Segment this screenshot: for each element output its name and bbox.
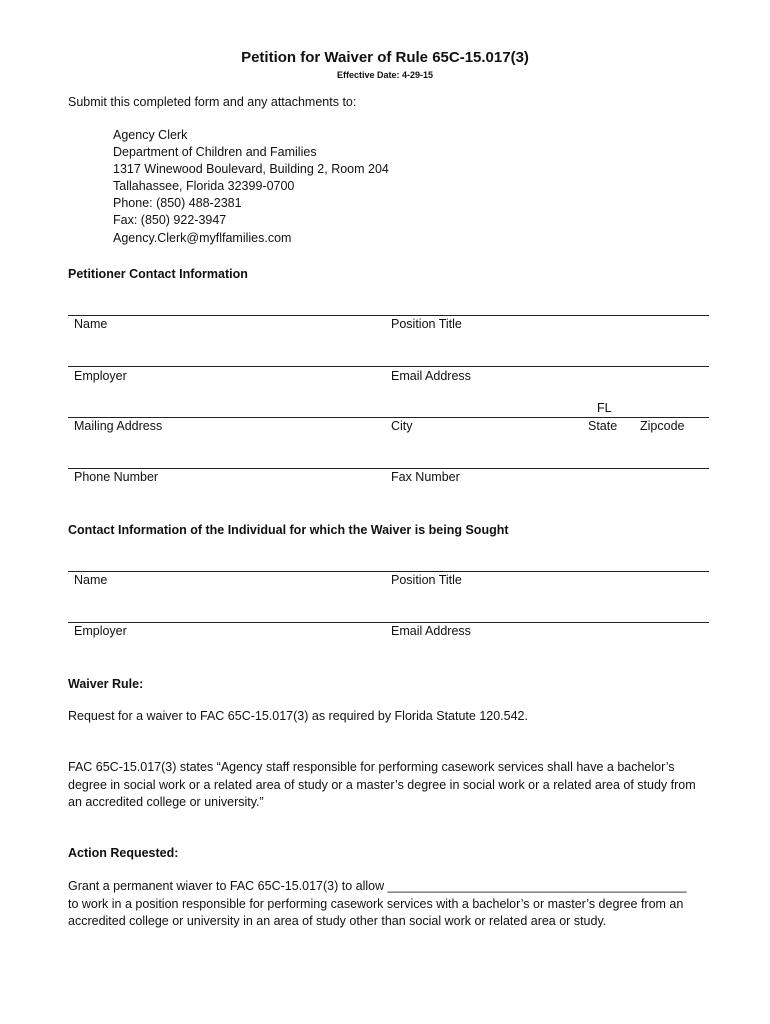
address-line: Agency Clerk xyxy=(113,128,188,142)
submission-instructions: Submit this completed form and any attachments to: xyxy=(68,95,357,109)
individual-email-field[interactable]: Email Address xyxy=(391,624,471,638)
petitioner-position-title-field[interactable]: Position Title xyxy=(391,317,462,331)
petitioner-phone-field[interactable]: Phone Number xyxy=(74,470,159,484)
address-line: Phone: (850) 488-2381 xyxy=(113,196,242,210)
form-rule xyxy=(68,417,709,418)
petitioner-city-field[interactable]: City xyxy=(391,419,413,433)
waiver-request-text: Request for a waiver to FAC 65C-15.017(3) as required by Florida Statute 120.542. xyxy=(68,709,528,723)
effective-date: Effective Date: 4-29-15 xyxy=(336,70,434,80)
page-title: Petition for Waiver of Rule 65C-15.017(3) xyxy=(241,49,529,66)
individual-heading: Contact Information of the Individual for which the Waiver is being Sought xyxy=(68,523,509,537)
waiver-statement-text: FAC 65C-15.017(3) states “Agency staff responsible for performing casework services shall have a bachelor’s degree in social work or a related area of study or a master’s degree in social work or a related area of study from an accredited college or university.” xyxy=(68,760,696,809)
individual-name-field[interactable]: Name xyxy=(74,573,108,587)
petitioner-email-field[interactable]: Email Address xyxy=(391,369,471,383)
form-rule xyxy=(68,571,709,572)
form-rule xyxy=(68,315,709,316)
address-line: Tallahassee, Florida 32399-0700 xyxy=(113,179,295,193)
petitioner-name-field[interactable]: Name xyxy=(74,317,108,331)
address-line: Department of Children and Families xyxy=(113,145,317,159)
action-requested-heading: Action Requested: xyxy=(68,846,179,860)
petitioner-fax-field[interactable]: Fax Number xyxy=(391,470,460,484)
individual-position-title-field[interactable]: Position Title xyxy=(391,573,462,587)
petitioner-employer-field[interactable]: Employer xyxy=(74,369,127,383)
state-value: FL xyxy=(597,401,612,415)
individual-employer-field[interactable]: Employer xyxy=(74,624,127,638)
waiver-rule-heading: Waiver Rule: xyxy=(68,677,144,691)
action-requested-text: Grant a permanent wiaver to FAC 65C-15.017(3) to allow ___________________________________________ to work in a position responsible for performing casework services with a bachelor’s or master’s degree from an accredited college or university in an area of study other than social work or related area or study. xyxy=(68,879,687,928)
address-line: Fax: (850) 922-3947 xyxy=(113,213,227,227)
petitioner-mailing-address-field[interactable]: Mailing Address xyxy=(74,419,163,433)
address-email: Agency.Clerk@myflfamilies.com xyxy=(113,231,292,245)
form-rule xyxy=(68,622,709,623)
address-line: 1317 Winewood Boulevard, Building 2, Room 204 xyxy=(113,162,389,176)
petitioner-state-field[interactable]: State xyxy=(588,419,618,433)
petitioner-zipcode-field[interactable]: Zipcode xyxy=(640,419,685,433)
form-rule xyxy=(68,468,709,469)
form-rule xyxy=(68,366,709,367)
petitioner-heading: Petitioner Contact Information xyxy=(68,267,248,281)
